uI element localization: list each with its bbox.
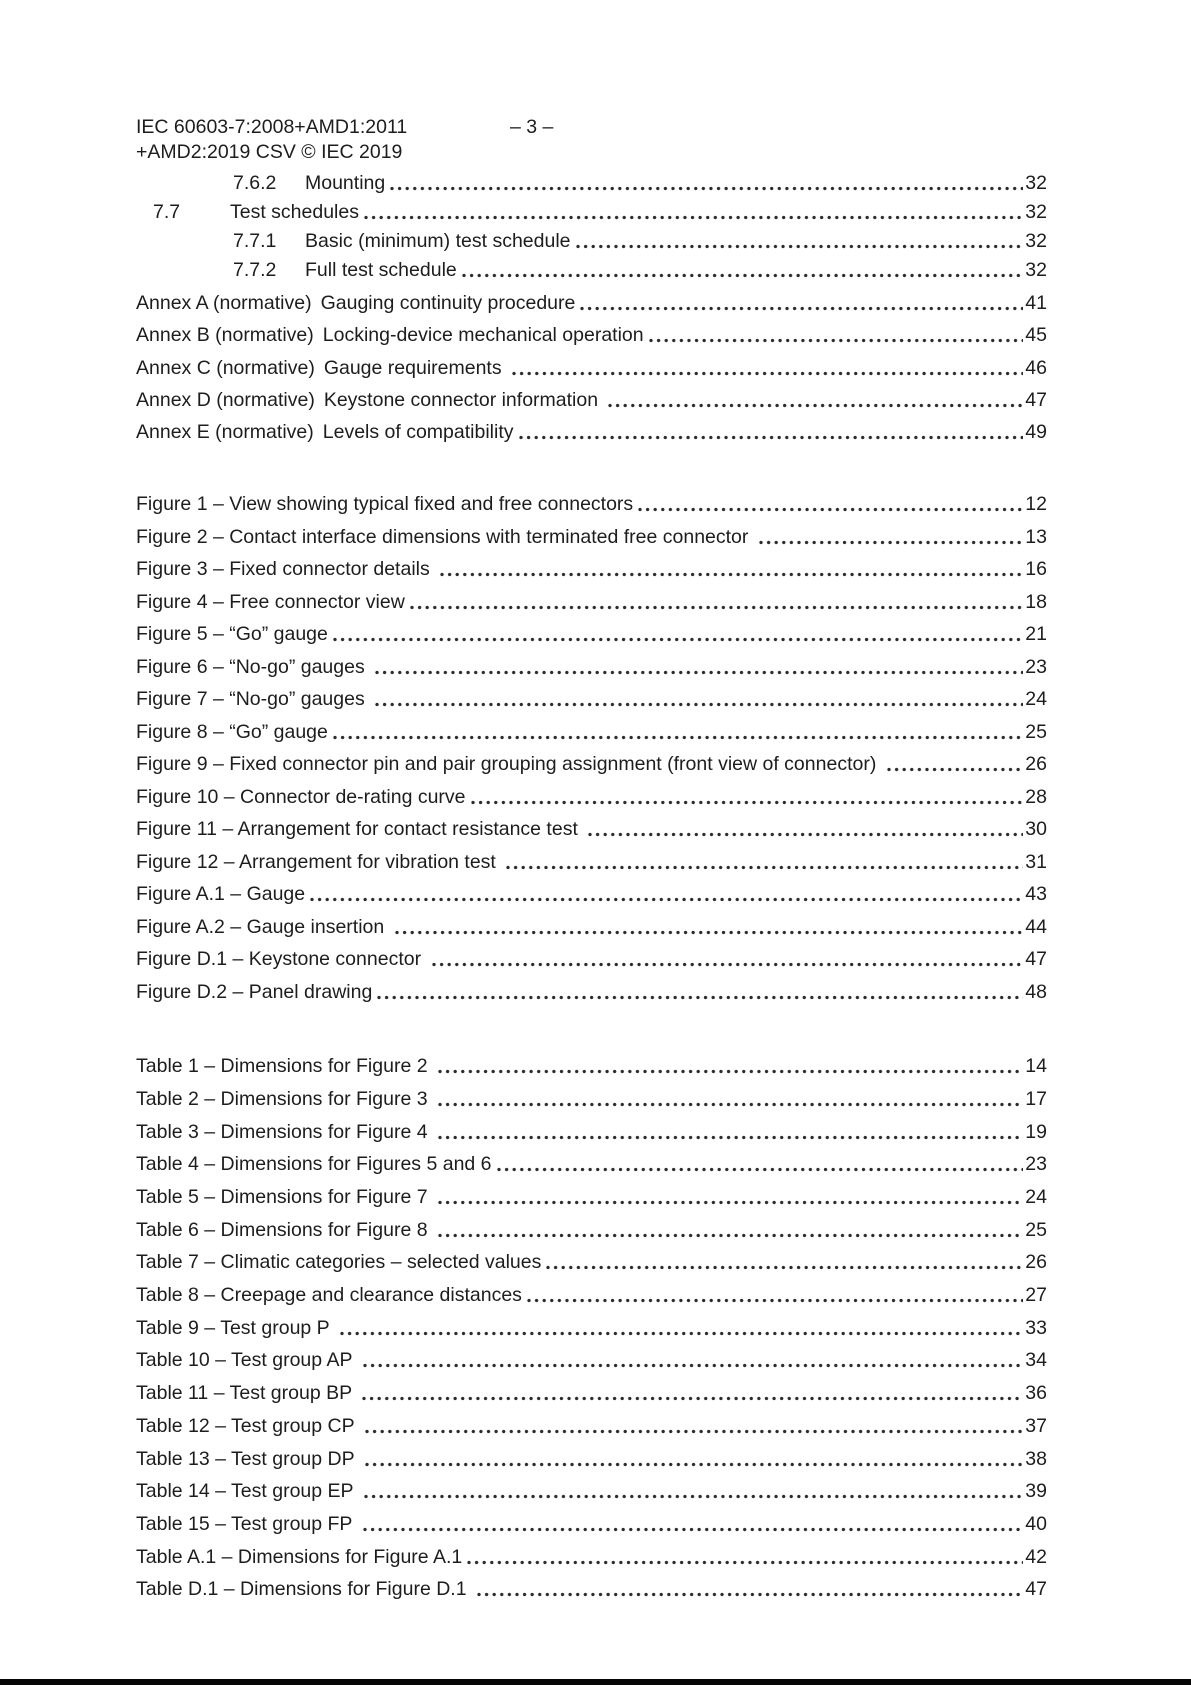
dot-leader: [405, 592, 1026, 625]
entry-label: Table 11 – Test group BP: [136, 1382, 358, 1405]
toc-entry: [136, 819, 1047, 852]
dot-leader: [522, 1285, 1025, 1318]
entry-page-number: 31: [1025, 850, 1047, 873]
toc-entry: [136, 358, 1047, 390]
table-of-contents: [136, 173, 1047, 1612]
entry-label: Figure 2 – Contact interface dimensions with terminated free connector: [136, 525, 754, 548]
dot-leader: [360, 1416, 1026, 1449]
dot-leader: [882, 754, 1026, 787]
entry-page-number: 37: [1025, 1414, 1047, 1437]
toc-entry: [136, 754, 1047, 787]
entry-label: Figure 9 – Fixed connector pin and pair grouping assignment (front view of connector): [136, 753, 882, 776]
document-reference-line1: IEC 60603-7:2008+AMD1:2011: [136, 116, 408, 138]
entry-label: Basic (minimum) test schedule: [305, 230, 571, 252]
entry-page-number: 24: [1025, 1186, 1047, 1208]
entry-page-number: 49: [1025, 421, 1047, 443]
toc-group-clauses: [136, 173, 1047, 289]
entry-page-number: 12: [1025, 493, 1047, 516]
entry-label: Figure 1 – View showing typical fixed and free connectors: [136, 493, 634, 516]
entry-label: Levels of compatibility: [322, 421, 514, 443]
dot-leader: [370, 657, 1025, 690]
toc-group-annexes: [136, 293, 1047, 454]
dot-leader: [433, 1187, 1025, 1220]
dot-leader: [501, 852, 1025, 885]
dot-leader: [372, 982, 1025, 1015]
header-line-1: [136, 115, 1047, 140]
entry-page-number: 40: [1025, 1512, 1047, 1535]
toc-entry: [136, 231, 1047, 260]
entry-page-number: 47: [1025, 1578, 1047, 1601]
dot-leader: [328, 722, 1025, 755]
toc-entry: [136, 1089, 1047, 1122]
toc-entry: [136, 173, 1047, 202]
entry-page-number: 32: [1025, 230, 1047, 252]
toc-entry: [136, 1579, 1047, 1612]
entry-page-number: 41: [1025, 292, 1047, 314]
entry-page-number: 34: [1025, 1349, 1047, 1372]
entry-label: Figure 8 – “Go” gauge: [136, 720, 328, 743]
entry-page-number: 33: [1025, 1316, 1047, 1339]
dot-leader: [571, 231, 1026, 260]
entry-label: Test schedules: [230, 201, 359, 223]
dot-leader: [358, 1350, 1026, 1383]
toc-entry: [136, 559, 1047, 592]
entry-page-number: 47: [1025, 948, 1047, 971]
dot-leader: [575, 293, 1025, 325]
entry-label: Table 4 – Dimensions for Figures 5 and 6: [136, 1153, 492, 1176]
page-header: [136, 115, 1047, 165]
toc-entry: [136, 1056, 1047, 1089]
toc-entry: [136, 527, 1047, 560]
entry-page-number: 21: [1025, 623, 1047, 646]
entry-label: Figure 4 – Free connector view: [136, 590, 405, 613]
entry-page-number: 28: [1025, 785, 1047, 808]
entry-label: Full test schedule: [305, 259, 457, 281]
toc-entry: [136, 494, 1047, 527]
entry-number: Annex C (normative): [136, 356, 315, 379]
entry-page-number: 45: [1025, 324, 1047, 347]
entry-label: Gauging continuity procedure: [320, 292, 576, 314]
dot-leader: [360, 1449, 1026, 1482]
toc-entry: [136, 689, 1047, 722]
toc-entry: [136, 1481, 1047, 1514]
toc-entry: [136, 1220, 1047, 1253]
entry-page-number: 19: [1025, 1120, 1047, 1143]
dot-leader: [427, 949, 1026, 982]
toc-group-tables: [136, 1056, 1047, 1612]
entry-page-number: 13: [1025, 525, 1047, 548]
dot-leader: [507, 358, 1025, 390]
entry-label: Table 3 – Dimensions for Figure 4: [136, 1120, 433, 1143]
dot-leader: [541, 1252, 1025, 1285]
toc-entry: [136, 202, 1047, 231]
toc-entry: [136, 884, 1047, 917]
dot-leader: [359, 202, 1025, 231]
toc-entry: [136, 1514, 1047, 1547]
entry-label: Table 13 – Test group DP: [136, 1447, 360, 1470]
entry-label: Table 14 – Test group EP: [136, 1480, 359, 1503]
entry-label: Figure D.1 – Keystone connector: [136, 948, 427, 971]
entry-page-number: 27: [1025, 1284, 1047, 1307]
entry-page-number: 44: [1025, 915, 1047, 938]
toc-entry: [136, 949, 1047, 982]
entry-page-number: 48: [1025, 980, 1047, 1003]
dot-leader: [370, 689, 1025, 722]
entry-label: Table 1 – Dimensions for Figure 2: [136, 1055, 433, 1078]
page-bottom-edge: [0, 1679, 1191, 1685]
entry-page-number: 14: [1025, 1055, 1047, 1078]
entry-number: Annex A (normative): [136, 292, 312, 314]
entry-label: Table 7 – Climatic categories – selected values: [136, 1251, 542, 1274]
dot-leader: [433, 1089, 1025, 1122]
page-number-marker: – 3 –: [510, 116, 554, 138]
toc-entry: [136, 1318, 1047, 1351]
dot-leader: [358, 1514, 1026, 1547]
dot-leader: [603, 390, 1025, 422]
dot-leader: [633, 494, 1025, 527]
entry-number: 7.7.1: [233, 230, 277, 252]
toc-entry: [136, 1154, 1047, 1187]
entry-label: Figure D.2 – Panel drawing: [136, 980, 373, 1003]
toc-entry: [136, 1122, 1047, 1155]
entry-label: Table 12 – Test group CP: [136, 1414, 360, 1437]
entry-page-number: 42: [1025, 1545, 1047, 1568]
entry-page-number: 25: [1025, 720, 1047, 743]
entry-label: Table 2 – Dimensions for Figure 3: [136, 1087, 433, 1110]
dot-leader: [359, 1481, 1026, 1514]
entry-label: Table 10 – Test group AP: [136, 1349, 358, 1372]
entry-page-number: 25: [1025, 1218, 1047, 1241]
entry-page-number: 46: [1025, 356, 1047, 379]
toc-group-figures: [136, 494, 1047, 1014]
entry-page-number: 17: [1025, 1087, 1047, 1110]
toc-entry: [136, 1252, 1047, 1285]
entry-label: Figure 12 – Arrangement for vibration test: [136, 850, 502, 873]
entry-page-number: 43: [1025, 883, 1047, 906]
dot-leader: [433, 1122, 1025, 1155]
toc-entry: [136, 787, 1047, 820]
dot-leader: [462, 1547, 1025, 1580]
entry-number: Annex B (normative): [136, 324, 314, 347]
entry-label: Figure 3 – Fixed connector details: [136, 558, 436, 581]
entry-page-number: 23: [1025, 1153, 1047, 1176]
toc-entry: [136, 260, 1047, 289]
dot-leader: [390, 917, 1026, 950]
toc-entry: [136, 982, 1047, 1015]
toc-entry: [136, 917, 1047, 950]
entry-page-number: 16: [1025, 558, 1047, 581]
entry-label: Mounting: [305, 172, 386, 194]
toc-entry: [136, 1383, 1047, 1416]
toc-entry: [136, 422, 1047, 454]
entry-number: 7.6.2: [233, 172, 277, 194]
dot-leader: [754, 527, 1025, 560]
toc-entry: [136, 722, 1047, 755]
entry-label: Table D.1 – Dimensions for Figure D.1: [136, 1578, 472, 1601]
toc-entry: [136, 624, 1047, 657]
dot-leader: [433, 1220, 1025, 1253]
dot-leader: [514, 422, 1026, 454]
dot-leader: [644, 325, 1026, 357]
toc-entry: [136, 852, 1047, 885]
toc-entry: [136, 1547, 1047, 1580]
entry-page-number: 18: [1025, 590, 1047, 613]
entry-number: 7.7.2: [233, 259, 277, 281]
toc-entry: [136, 1285, 1047, 1318]
dot-leader: [583, 819, 1025, 852]
entry-label: Table 15 – Test group FP: [136, 1512, 358, 1535]
toc-entry: [136, 325, 1047, 357]
dot-leader: [385, 173, 1025, 202]
entry-page-number: 26: [1025, 753, 1047, 776]
entry-label: Figure 6 – “No-go” gauges: [136, 655, 371, 678]
entry-label: Figure A.1 – Gauge: [136, 883, 306, 906]
dot-leader: [357, 1383, 1025, 1416]
dot-leader: [457, 260, 1026, 289]
entry-page-number: 32: [1025, 201, 1047, 223]
entry-page-number: 39: [1025, 1480, 1047, 1503]
entry-label: Table 8 – Creepage and clearance distances: [136, 1284, 522, 1307]
toc-entry: [136, 1187, 1047, 1220]
dot-leader: [492, 1154, 1026, 1187]
entry-label: Figure 5 – “Go” gauge: [136, 623, 328, 646]
dot-leader: [335, 1318, 1026, 1351]
entry-number: Annex E (normative): [136, 421, 314, 443]
entry-label: Table 6 – Dimensions for Figure 8: [136, 1218, 433, 1241]
entry-label: Keystone connector information: [323, 388, 604, 411]
toc-entry: [136, 1350, 1047, 1383]
entry-page-number: 47: [1025, 388, 1047, 411]
entry-label: Table A.1 – Dimensions for Figure A.1: [136, 1545, 463, 1568]
entry-label: Gauge requirements: [323, 356, 508, 379]
entry-page-number: 30: [1025, 818, 1047, 841]
entry-label: Table 5 – Dimensions for Figure 7: [136, 1186, 433, 1208]
entry-page-number: 26: [1025, 1251, 1047, 1274]
entry-page-number: 32: [1025, 259, 1047, 281]
entry-page-number: 38: [1025, 1447, 1047, 1470]
entry-label: Figure A.2 – Gauge insertion: [136, 915, 390, 938]
entry-label: Figure 7 – “No-go” gauges: [136, 688, 371, 711]
entry-label: Figure 11 – Arrangement for contact resistance test: [136, 818, 584, 841]
entry-label: Figure 10 – Connector de-rating curve: [136, 785, 466, 808]
dot-leader: [305, 884, 1025, 917]
entry-number: 7.7: [153, 201, 181, 223]
toc-entry: [136, 390, 1047, 422]
toc-entry: [136, 1416, 1047, 1449]
toc-entry: [136, 1449, 1047, 1482]
entry-number: Annex D (normative): [136, 388, 315, 411]
entry-page-number: 24: [1025, 688, 1047, 711]
dot-leader: [433, 1056, 1025, 1089]
dot-leader: [466, 787, 1026, 820]
dot-leader: [328, 624, 1025, 657]
entry-page-number: 32: [1025, 172, 1047, 194]
entry-label: Locking-device mechanical operation: [322, 324, 644, 347]
toc-entry: [136, 592, 1047, 625]
entry-label: Table 9 – Test group P: [136, 1316, 335, 1339]
dot-leader: [435, 559, 1025, 592]
toc-entry: [136, 293, 1047, 325]
entry-page-number: 36: [1025, 1382, 1047, 1405]
entry-page-number: 23: [1025, 655, 1047, 678]
dot-leader: [472, 1579, 1025, 1612]
document-reference-line2: +AMD2:2019 CSV © IEC 2019: [136, 141, 403, 163]
toc-entry: [136, 657, 1047, 690]
